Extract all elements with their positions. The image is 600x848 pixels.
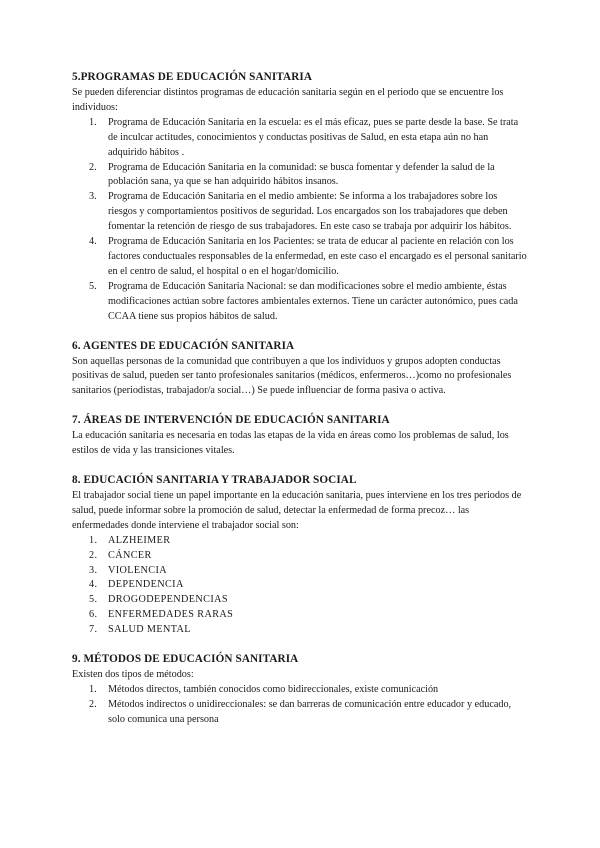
- list-number: 2.: [89, 549, 98, 561]
- section-metodos: [72, 652, 528, 728]
- list-number: 5.: [89, 280, 97, 292]
- list-item: [72, 549, 528, 564]
- section-title: 8. EDUCACIÓN SANITARIA Y TRABAJADOR SOCIAL: [72, 474, 357, 487]
- list-item: [72, 116, 528, 161]
- list-item-text: Programa de Educación Sanitaria en la comunidad: se busca fomentar y defender la salud de la población sana, ya que se han adquirido hábitos insanos.: [108, 161, 495, 188]
- list-item: [72, 534, 528, 549]
- list-item-text: Métodos indirectos o unidireccionales: se dan barreras de comunicación entre educador y educado, solo comunica una persona: [108, 698, 512, 725]
- section-trabajador-social: [72, 473, 528, 638]
- section-intro: Se pueden diferenciar distintos programas de educación sanitaria según en el periodo que se encuentre los individuos:: [72, 87, 504, 113]
- section-title: 7. ÁREAS DE INTERVENCIÓN DE EDUCACIÓN SANITARIA: [72, 414, 390, 427]
- section-title: 6. AGENTES DE EDUCACIÓN SANITARIA: [72, 339, 295, 352]
- list-item: [72, 683, 528, 698]
- section-agentes: [72, 339, 528, 400]
- list-item-text: ALZHEIMER: [108, 534, 171, 546]
- list-number: 3.: [89, 564, 98, 576]
- list-number: 1.: [89, 684, 97, 695]
- list-item-text: Programa de Educación Sanitaria en el medio ambiente: Se informa a los trabajadores sobre los riesgos y comportamientos positivos de seguridad. Los encargados son los trabajadores que deben fomentar la retención de riesgo de sus trabajadores. En este caso se trabaja por adquirir los hábitos.: [108, 191, 512, 233]
- list-item-text: VIOLENCIA: [108, 564, 168, 576]
- list-item-text: Programa de Educación Sanitaria Nacional: se dan modificaciones sobre el medio ambiente, éstas modificaciones actúan sobre factores ambientales externos. Tiene un carácter autonómico, pues cada CCAA tiene sus propios hábitos de salud.: [108, 280, 518, 322]
- list-item: [72, 190, 528, 235]
- section-title: 5.PROGRAMAS DE EDUCACIÓN SANITARIA: [72, 71, 313, 83]
- list-item: [72, 280, 528, 325]
- list-item: [72, 608, 528, 623]
- list-item-text: DEPENDENCIA: [108, 579, 184, 591]
- list-number: 4.: [89, 579, 98, 591]
- list-item: [72, 564, 528, 579]
- list-item: [72, 593, 528, 608]
- list-number: 2.: [89, 161, 97, 173]
- list-number: 5.: [89, 594, 98, 606]
- list-number: 1.: [89, 116, 97, 128]
- section-title: 9. MÉTODOS DE EDUCACIÓN SANITARIA: [72, 653, 299, 666]
- list-item-text: CÁNCER: [108, 549, 152, 561]
- list-item-text: Programa de Educación Sanitaria en la escuela: es el más eficaz, pues se parte desde la base. Se trata de inculcar actitudes, conocimientos y conductas positivas de Salud, en esta etapa aún no han adquirido hábitos .: [108, 116, 519, 158]
- programas-list: [72, 116, 528, 325]
- section-programas: [72, 70, 528, 325]
- list-item: [72, 698, 528, 728]
- metodos-list: [72, 683, 528, 728]
- section-areas: [72, 413, 528, 459]
- section-body: La educación sanitaria es necesaria en todas las etapas de la vida en áreas como los problemas de salud, los estilos de vida y las transiciones vitales.: [72, 430, 509, 457]
- list-item-text: SALUD MENTAL: [108, 624, 191, 636]
- list-item: [72, 578, 528, 593]
- section-body: Son aquellas personas de la comunidad que contribuyen a que los individuos y grupos adopten conductas positivas de salud, pueden ser tanto profesionales sanitarios (médicos, enfermeros…)como no profesionales sanitarios (periodistas, trabajador/a social…) Se puede influenciar de forma pasiva o activa.: [72, 355, 512, 397]
- list-number: 7.: [89, 624, 98, 636]
- enfermedades-list: [72, 534, 528, 638]
- list-number: 4.: [89, 236, 97, 248]
- list-item-text: DROGODEPENDENCIAS: [108, 594, 228, 606]
- list-item-text: ENFERMEDADES RARAS: [108, 609, 234, 621]
- section-intro: El trabajador social tiene un papel importante en la educación sanitaria, pues interviene en los tres periodos de salud, puede informar sobre la promoción de salud, detectar la enfermedad de forma precoz… las enfermedades donde interviene el trabajador social son:: [72, 490, 522, 531]
- list-number: 6.: [89, 609, 98, 621]
- list-item-text: Métodos directos, también conocidos como bidireccionales, existe comunicación: [108, 684, 439, 695]
- document-page: [72, 70, 528, 728]
- list-number: 2.: [89, 698, 97, 710]
- list-number: 1.: [89, 534, 98, 546]
- list-item: [72, 623, 528, 638]
- section-intro: Existen dos tipos de métodos:: [72, 669, 194, 681]
- list-item-text: Programa de Educación Sanitaria en los Pacientes: se trata de educar al paciente en relación con los factores conductuales responsables de la enfermedad, en este caso el encargado es el personal sanitario en el centro de salud, el hospital o en el hogar/domicilio.: [108, 236, 527, 277]
- list-item: [72, 161, 528, 191]
- list-number: 3.: [89, 191, 97, 203]
- list-item: [72, 235, 528, 280]
